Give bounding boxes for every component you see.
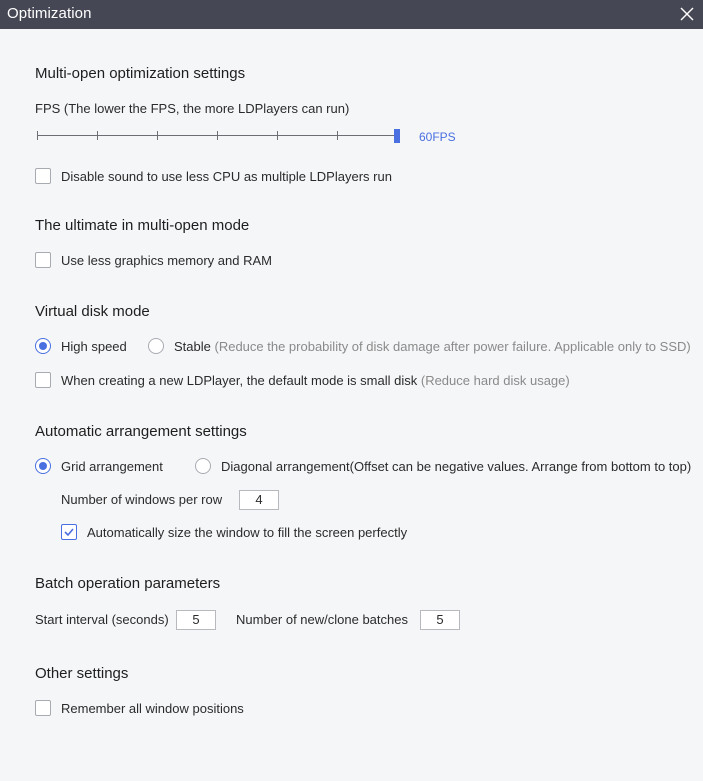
check-icon bbox=[63, 526, 75, 538]
small-disk-hint: (Reduce hard disk usage) bbox=[420, 373, 570, 388]
stable-hint: (Reduce the probability of disk damage after power failure. Applicable only to SSD) bbox=[214, 339, 691, 354]
less-memory-checkbox[interactable] bbox=[35, 252, 51, 268]
disable-sound-checkbox[interactable] bbox=[35, 168, 51, 184]
fps-slider-tick bbox=[337, 131, 338, 140]
remember-positions-checkbox[interactable] bbox=[35, 700, 51, 716]
high-speed-label: High speed bbox=[61, 339, 127, 354]
batches-input[interactable]: 5 bbox=[420, 610, 460, 630]
diagonal-arrangement-radio[interactable] bbox=[195, 458, 211, 474]
diagonal-arrangement-label: Diagonal arrangement(Offset can be negative values. Arrange from bottom to top) bbox=[221, 459, 692, 474]
batches-label: Number of new/clone batches bbox=[236, 612, 408, 627]
small-disk-label-text: When creating a new LDPlayer, the default mode is small disk bbox=[61, 373, 418, 388]
close-icon[interactable] bbox=[678, 5, 696, 23]
less-memory-label: Use less graphics memory and RAM bbox=[61, 253, 272, 268]
arrangement-heading: Automatic arrangement settings bbox=[35, 423, 247, 440]
fps-value: 60FPS bbox=[419, 130, 456, 144]
high-speed-radio[interactable] bbox=[35, 338, 51, 354]
fps-slider-tick bbox=[277, 131, 278, 140]
grid-arrangement-label: Grid arrangement bbox=[61, 459, 163, 474]
stable-label-text: Stable bbox=[174, 339, 211, 354]
fps-slider-tick bbox=[97, 131, 98, 140]
fps-label: FPS (The lower the FPS, the more LDPlayers can run) bbox=[35, 101, 350, 116]
stable-radio[interactable] bbox=[148, 338, 164, 354]
windows-per-row-input[interactable]: 4 bbox=[239, 490, 279, 510]
ultimate-heading: The ultimate in multi-open mode bbox=[35, 217, 250, 234]
title-bar bbox=[0, 0, 703, 29]
window-title: Optimization bbox=[7, 5, 92, 22]
fps-slider-tick bbox=[37, 131, 38, 140]
small-disk-label bbox=[61, 373, 570, 388]
batch-heading: Batch operation parameters bbox=[35, 575, 221, 592]
auto-size-label: Automatically size the window to fill the screen perfectly bbox=[87, 525, 408, 540]
start-interval-label: Start interval (seconds) bbox=[35, 612, 169, 627]
small-disk-checkbox[interactable] bbox=[35, 372, 51, 388]
windows-per-row-label: Number of windows per row bbox=[61, 492, 223, 507]
fps-slider-tick bbox=[157, 131, 158, 140]
auto-size-checkbox[interactable] bbox=[61, 524, 77, 540]
fps-slider-tick bbox=[217, 131, 218, 140]
stable-label bbox=[174, 339, 691, 354]
fps-slider-track[interactable] bbox=[37, 135, 399, 136]
multi-open-heading: Multi-open optimization settings bbox=[35, 65, 246, 82]
fps-slider-handle[interactable] bbox=[394, 129, 400, 143]
start-interval-input[interactable]: 5 bbox=[176, 610, 216, 630]
virtual-disk-heading: Virtual disk mode bbox=[35, 303, 150, 320]
remember-positions-label: Remember all window positions bbox=[61, 701, 244, 716]
disable-sound-label: Disable sound to use less CPU as multiple LDPlayers run bbox=[61, 169, 392, 184]
grid-arrangement-radio[interactable] bbox=[35, 458, 51, 474]
other-heading: Other settings bbox=[35, 665, 129, 682]
